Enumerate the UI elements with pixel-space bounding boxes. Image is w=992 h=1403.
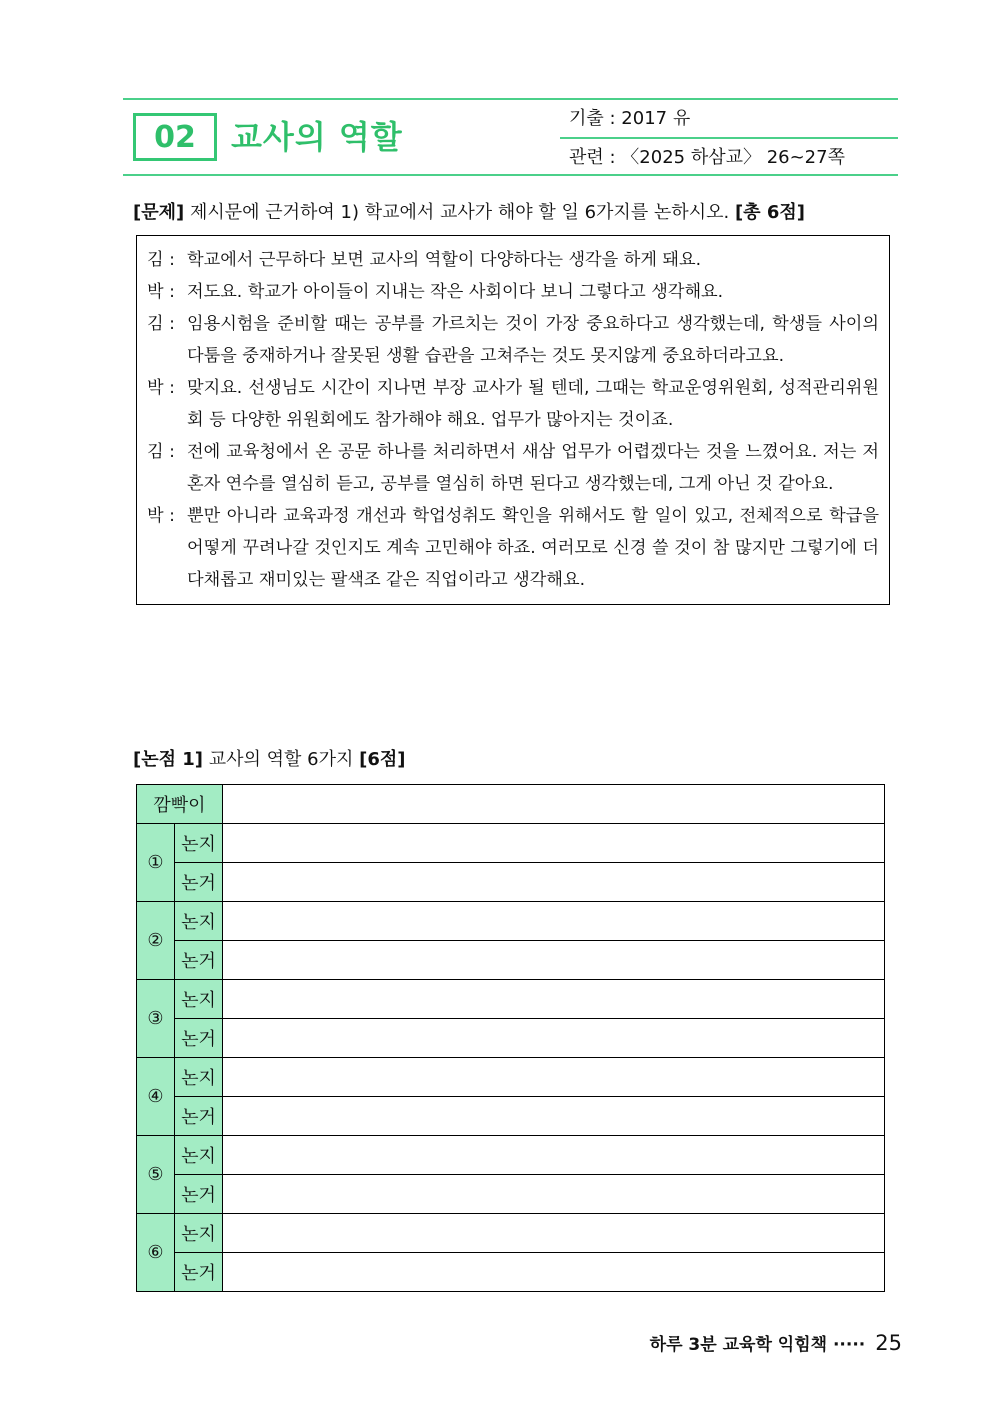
section-meta [560,100,898,174]
thesis-answer-cell[interactable] [223,980,885,1019]
dialogue-line [147,436,879,500]
exam-info: 기출 : 2017 유 [569,108,691,129]
table-row [137,1097,885,1136]
dialogue-line [147,372,879,436]
dialogue-text: 맞지요. 선생님도 시간이 지나면 부장 교사가 될 텐데, 그때는 학교운영위원회, 성적관리위원회 등 다양한 위원회에도 참가해야 해요. 업무가 많아지는 것이죠. [187,378,879,430]
thesis-answer-cell[interactable] [223,1058,885,1097]
evidence-label: 논거 [175,1019,223,1058]
table-row [137,863,885,902]
thesis-label: 논지 [175,1136,223,1175]
dialogue-text: 저도요. 학교가 아이들이 지내는 작은 사회이다 보니 그렇다고 생각해요. [187,282,724,302]
thesis-label: 논지 [175,902,223,941]
evidence-label: 논거 [175,863,223,902]
dialogue-text: 뿐만 아니라 교육과정 개선과 학업성취도 확인을 위해서도 할 일이 있고, 전체적으로 학급을 어떻게 꾸려나갈 것인지도 계속 고민해야 하죠. 여러모로 신경 쓸 것이 참 많지만 그렇기에 더 다채롭고 재미있는 팔색조 같은 직업이라고 생각해요. [187,506,879,590]
speaker: 박 : [147,282,175,302]
table-row [137,980,885,1019]
question-text: 제시문에 근거하여 1) 학교에서 교사가 해야 할 일 6가지를 논하시오. [189,202,730,223]
thesis-answer-cell[interactable] [223,902,885,941]
section-header [123,98,898,176]
dialogue-text: 전에 교육청에서 온 공문 하나를 처리하면서 새삼 업무가 어렵겠다는 것을 느꼈어요. 저는 저혼자 연수를 열심히 듣고, 공부를 열심히 하면 된다고 생각했는데, 그게 아닌 것 같아요. [187,442,879,494]
section-number: 02 [133,113,217,161]
dialogue-line [147,308,879,372]
evidence-answer-cell[interactable] [223,1175,885,1214]
thesis-label: 논지 [175,1214,223,1253]
thesis-label: 논지 [175,980,223,1019]
table-row [137,1175,885,1214]
point-text: 교사의 역할 6가지 [208,749,354,770]
question-line [133,198,805,224]
page-footer [650,1330,902,1355]
dialogue-line [147,500,879,596]
thesis-answer-cell[interactable] [223,1214,885,1253]
evidence-answer-cell[interactable] [223,1097,885,1136]
thesis-label: 논지 [175,824,223,863]
row-number: ⑤ [137,1136,175,1214]
evidence-answer-cell[interactable] [223,1019,885,1058]
row-number: ② [137,902,175,980]
evidence-answer-cell[interactable] [223,941,885,980]
speaker: 박 : [147,506,175,526]
dialogue-text: 임용시험을 준비할 때는 공부를 가르치는 것이 가장 중요하다고 생각했는데, 학생들 사이의 다툼을 중재하거나 잘못된 생활 습관을 고쳐주는 것도 못지않게 중요하더라고요. [187,314,879,366]
point-title [133,745,406,771]
related-info: 관련 : 〈2025 하삼교〉 26~27쪽 [560,137,898,174]
thesis-answer-cell[interactable] [223,1136,885,1175]
row-number: ③ [137,980,175,1058]
speaker: 박 : [147,378,175,398]
table-row [137,1058,885,1097]
speaker: 김 : [147,442,175,462]
evidence-answer-cell[interactable] [223,863,885,902]
table-row [137,1214,885,1253]
table-row [137,1253,885,1292]
header-answer-cell[interactable] [223,785,885,824]
table-row [137,941,885,980]
question-label: [문제] [133,202,185,223]
thesis-answer-cell[interactable] [223,824,885,863]
dialogue-box [136,235,890,605]
thesis-label: 논지 [175,1058,223,1097]
row-number: ④ [137,1058,175,1136]
evidence-label: 논거 [175,1175,223,1214]
table-row [137,1019,885,1058]
table-row [137,1136,885,1175]
table-header-row [137,785,885,824]
evidence-label: 논거 [175,1253,223,1292]
speaker: 김 : [147,250,175,270]
table-row [137,902,885,941]
header-label-cell: 깜빡이 [137,785,223,824]
page-number: 25 [875,1331,902,1355]
evidence-label: 논거 [175,1097,223,1136]
point-score: [6점] [359,749,406,770]
row-number: ① [137,824,175,902]
point-label: [논점 1] [133,749,204,770]
evidence-label: 논거 [175,941,223,980]
table-row [137,824,885,863]
dialogue-line [147,244,879,276]
dialogue-line [147,276,879,308]
evidence-answer-cell[interactable] [223,1253,885,1292]
dialogue-text: 학교에서 근무하다 보면 교사의 역할이 다양하다는 생각을 하게 돼요. [187,250,702,270]
question-score: [총 6점] [734,202,805,223]
book-title: 하루 3분 교육학 익힘책 ····· [649,1335,866,1355]
speaker: 김 : [147,314,175,334]
answer-table [136,784,885,1292]
section-title: 교사의 역할 [231,118,403,156]
row-number: ⑥ [137,1214,175,1292]
